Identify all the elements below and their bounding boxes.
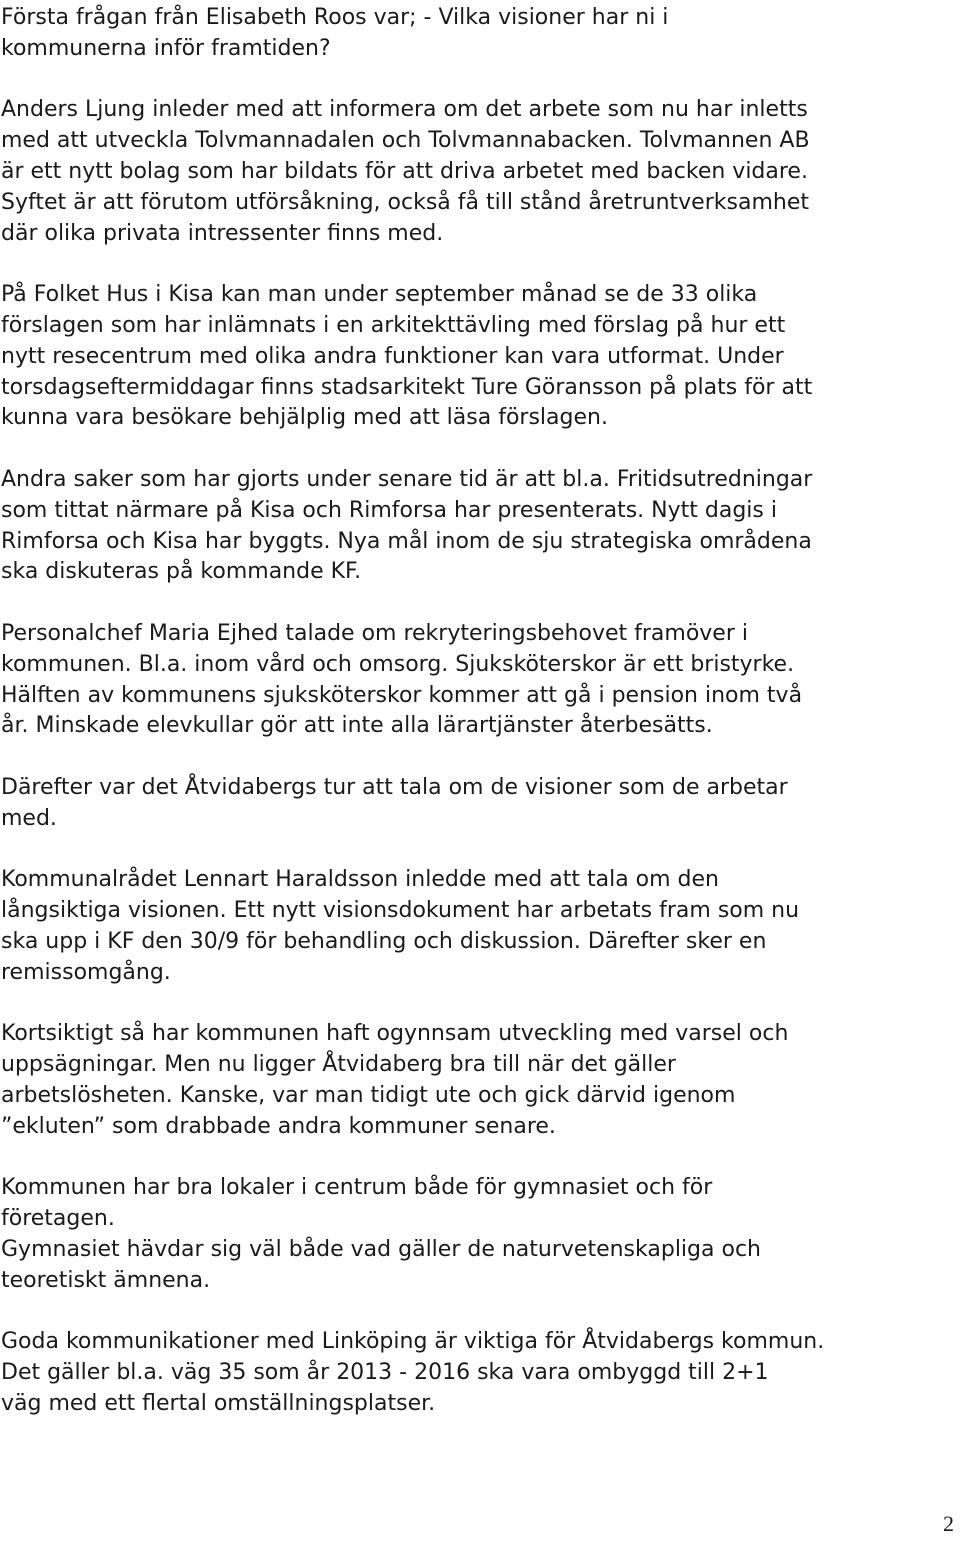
- text-line: Anders Ljung inleder med att informera om det arbete som nu har inletts: [1, 97, 808, 123]
- text-line: företagen.: [1, 1206, 115, 1232]
- text-line: är ett nytt bolag som har bildats för att driva arbetet med backen vidare.: [1, 158, 808, 184]
- text-line: Syftet är att förutom utförsåkning, också få till stånd åretruntverksamhet: [1, 189, 809, 215]
- text-line: ska diskuteras på kommande KF.: [1, 559, 362, 585]
- text-line: med att utveckla Tolvmannadalen och Tolvmannabacken. Tolvmannen AB: [1, 128, 810, 154]
- text-line: Goda kommunikationer med Linköping är viktiga för Åtvidabergs kommun.: [1, 1329, 825, 1355]
- text-line: som tittat närmare på Kisa och Rimforsa har presenterats. Nytt dagis i: [1, 497, 777, 523]
- text-line: På Folket Hus i Kisa kan man under september månad se de 33 olika: [1, 282, 758, 308]
- text-line: Därefter var det Åtvidabergs tur att tala om de visioner som de arbetar: [1, 774, 788, 800]
- text-line: långsiktiga visionen. Ett nytt visionsdokument har arbetats fram som nu: [1, 898, 800, 924]
- document-body: [1, 3, 959, 1450]
- text-line: förslagen som har inlämnats i en arkitekttävling med förslag på hur ett: [1, 312, 786, 338]
- text-line: Andra saker som har gjorts under senare tid är att bl.a. Fritidsutredningar: [1, 466, 813, 492]
- page-number: 2: [943, 1511, 954, 1536]
- text-line: år. Minskade elevkullar gör att inte alla lärartjänster återbesätts.: [1, 713, 713, 739]
- text-line: ska upp i KF den 30/9 för behandling och diskussion. Därefter sker en: [1, 928, 767, 954]
- text-line: kommunerna inför framtiden?: [1, 35, 331, 61]
- paragraph-communications: [1, 1327, 959, 1419]
- text-line: teoretiskt ämnena.: [1, 1267, 211, 1293]
- text-line: torsdagseftermiddagar finns stadsarkitekt Ture Göransson på plats för att: [1, 374, 813, 400]
- text-line: väg med ett flertal omställningsplatser.: [1, 1390, 436, 1416]
- text-line: ”ekluten” som drabbade andra kommuner senare.: [1, 1113, 556, 1139]
- text-line: kunna vara besökare behjälplig med att läsa förslagen.: [1, 405, 608, 431]
- paragraph-vision-question: [1, 3, 959, 65]
- paragraph-folkets-hus: [1, 280, 959, 434]
- text-line: Gymnasiet hävdar sig väl både vad gäller de naturvetenskapliga och: [1, 1236, 761, 1262]
- paragraph-tolvmannen: [1, 95, 959, 249]
- text-line: arbetslösheten. Kanske, var man tidigt ute och gick därvid igenom: [1, 1082, 736, 1108]
- paragraph-other-work: [1, 465, 959, 588]
- text-line: Personalchef Maria Ejhed talade om rekryteringsbehovet framöver i: [1, 620, 748, 646]
- text-line: Kommunen har bra lokaler i centrum både för gymnasiet och för: [1, 1175, 713, 1201]
- paragraph-short-term: [1, 1019, 959, 1142]
- text-line: Rimforsa och Kisa har byggts. Nya mål inom de sju strategiska områdena: [1, 528, 812, 554]
- text-line: Kommunalrådet Lennart Haraldsson inledde med att tala om den: [1, 867, 719, 893]
- paragraph-atvidaberg-turn: [1, 773, 959, 835]
- text-line: Första frågan från Elisabeth Roos var; - Vilka visioner har ni i: [1, 5, 669, 30]
- text-line: remissomgång.: [1, 959, 171, 985]
- text-line: med.: [1, 805, 57, 831]
- text-line: där olika privata intressenter finns med.: [1, 220, 444, 246]
- text-line: uppsägningar. Men nu ligger Åtvidaberg bra till när det gäller: [1, 1052, 676, 1078]
- text-line: Kortsiktigt så har kommunen haft ogynnsam utveckling med varsel och: [1, 1021, 789, 1047]
- text-line: Det gäller bl.a. väg 35 som år 2013 - 2016 ska vara ombyggd till 2+1: [1, 1360, 769, 1386]
- paragraph-premises: [1, 1173, 959, 1235]
- text-line: nytt resecentrum med olika andra funktioner kan vara utformat. Under: [1, 343, 784, 369]
- text-line: kommunen. Bl.a. inom vård och omsorg. Sjuksköterskor är ett bristyrke.: [1, 651, 795, 677]
- paragraph-long-term-vision: [1, 865, 959, 988]
- paragraph-gymnasium: [1, 1235, 959, 1297]
- paragraph-recruitment: [1, 619, 959, 742]
- text-line: Hälften av kommunens sjuksköterskor kommer att gå i pension inom två: [1, 682, 803, 708]
